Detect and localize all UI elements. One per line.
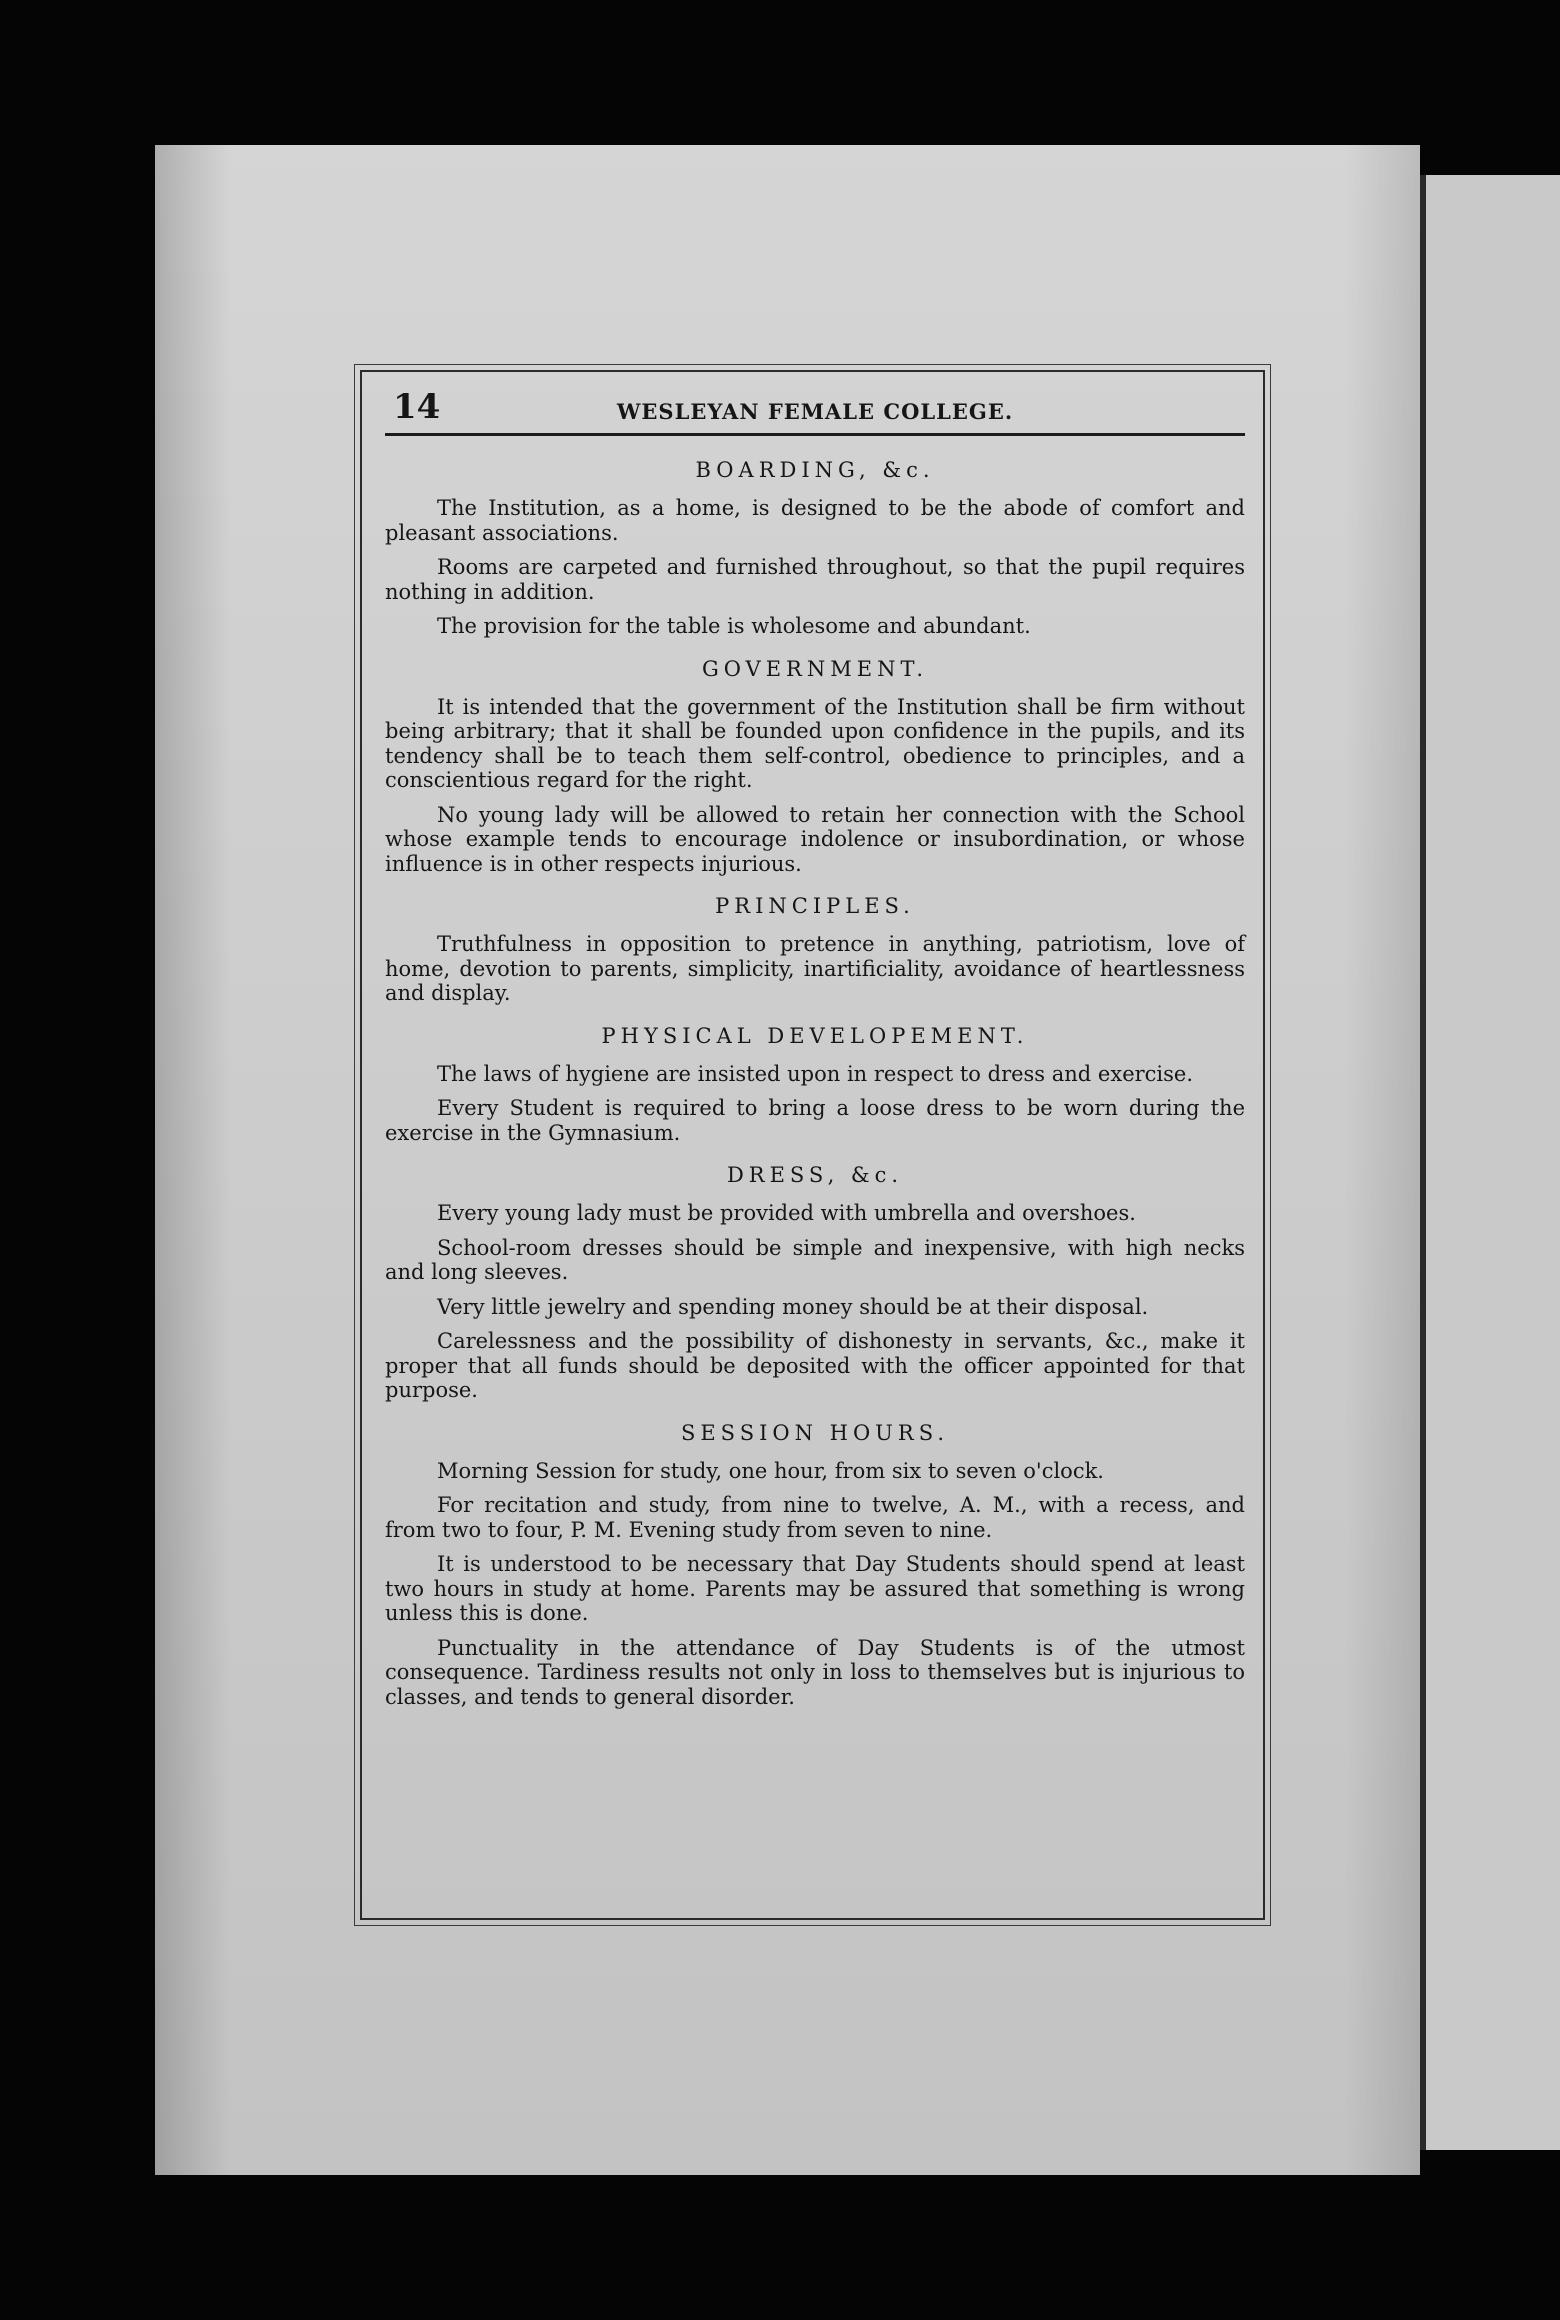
section-heading: GOVERNMENT. [701,656,929,681]
paragraph: School-room dresses should be simple and inexpensive, with high necks and long sleeves. [385,1235,1245,1284]
section-dress [385,1163,1245,1403]
paragraph: Every young lady must be provided with umbrella and overshoes. [437,1201,1136,1225]
paragraph: Truthfulness in opposition to pretence in anything, patriotism, love of home, devotion to parents, simplicity, inartificiality, avoidance of heartlessness and display. [385,932,1245,1005]
paragraph: Very little jewelry and spending money should be at their disposal. [437,1294,1149,1319]
running-head [385,385,1245,436]
paragraph: Punctuality in the attendance of Day Students is of the utmost consequence. Tardiness results not only in loss to themselves but is injurious to classes, and tends to general disorder. [385,1635,1245,1709]
section-heading: PRINCIPLES. [715,894,915,918]
section-heading: BOARDING, &c. [695,458,935,482]
section-heading: DRESS, &c. [726,1163,904,1187]
page-number: 14 [393,387,441,427]
paragraph: The laws of hygiene are insisted upon in respect to dress and exercise. [437,1061,1194,1086]
section-physical-developement [385,1024,1245,1146]
paragraph: Carelessness and the possibility of dishonesty in servants, &c., make it proper that all funds should be deposited with the officer appointed for that purpose. [385,1329,1245,1402]
section-heading: SESSION HOURS. [680,1420,950,1445]
section-session-hours [385,1421,1245,1710]
adjacent-page-edge [1420,175,1560,2150]
section-heading: PHYSICAL DEVELOPEMENT. [601,1023,1029,1048]
paragraph: The provision for the table is wholesome and abundant. [437,614,1031,638]
paragraph: It is intended that the government of the Institution shall be firm without being arbitrary; that it shall be founded upon confidence in the pupils, and its tendency shall be to teach them self-control, obedience to principles, and a conscientious regard for the right. [385,694,1245,792]
section-principles [385,894,1245,1006]
paragraph: Every Student is required to bring a loose dress to be worn during the exercise in the Gymnasium. [385,1096,1245,1145]
paragraph: The Institution, as a home, is designed to be the abode of comfort and pleasant associations. [385,496,1245,545]
section-government [385,657,1245,877]
paragraph: Rooms are carpeted and furnished throughout, so that the pupil requires nothing in addition. [385,555,1245,604]
running-title: WESLEYAN FEMALE COLLEGE. [616,399,1014,424]
paragraph: For recitation and study, from nine to twelve, A. M., with a recess, and from two to four, P. M. Evening study from seven to nine. [385,1493,1245,1542]
page-content [385,385,1245,1719]
section-boarding [385,458,1245,639]
paragraph: No young lady will be allowed to retain her connection with the School whose example tends to encourage indolence or insubordination, or whose influence is in other respects injurious. [385,802,1245,876]
paragraph: Morning Session for study, one hour, from six to seven o'clock. [437,1458,1104,1483]
paragraph: It is understood to be necessary that Day Students should spend at least two hours in study at home. Parents may be assured that something is wrong unless this is done. [385,1552,1245,1625]
